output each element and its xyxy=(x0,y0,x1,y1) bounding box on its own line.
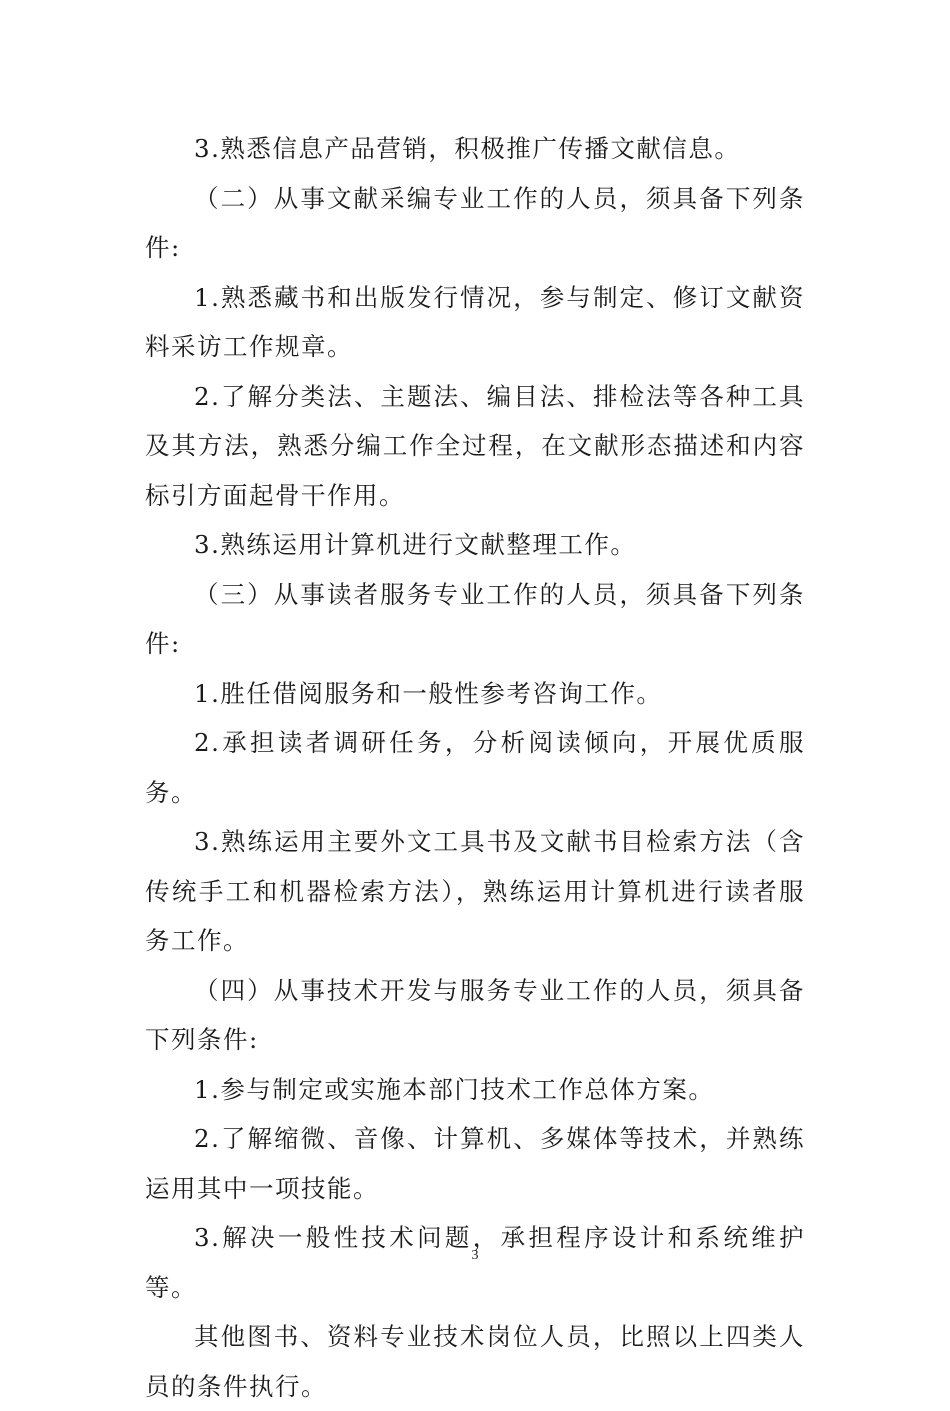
paragraph: 1.参与制定或实施本部门技术工作总体方案。 xyxy=(194,1074,715,1104)
paragraph: 2.了解分类法、主题法、编目法、排检法等各种工具及其方法，熟悉分编工作全过程，在文献形态描述和内容标引方面起骨干作用。 xyxy=(145,381,805,510)
paragraph: 3.熟练运用计算机进行文献整理工作。 xyxy=(194,530,637,559)
paragraph: 2.了解缩微、音像、计算机、多媒体等技术，并熟练运用其中一项技能。 xyxy=(145,1124,805,1203)
page-number: 3 xyxy=(471,1248,479,1263)
paragraph: 3.解决一般性技术问题，承担程序设计和系统维护等。 xyxy=(145,1223,805,1302)
paragraph: 3.熟练运用主要外文工具书及文献书目检索方法（含传统手工和机器检索方法），熟练运用计算机进行读者服务工作。 xyxy=(145,827,805,955)
closing-paragraph: 其他图书、资料专业技术岗位人员，比照以上四类人员的条件执行。 xyxy=(145,1322,805,1401)
paragraph: 1.胜任借阅服务和一般性参考咨询工作。 xyxy=(194,678,663,708)
paragraph: 3.熟悉信息产品营销，积极推广传播文献信息。 xyxy=(194,134,741,163)
document-body xyxy=(145,124,805,1411)
section-heading-2: （二）从事文献采编专业工作的人员，须具备下列条件: xyxy=(145,183,805,262)
section-heading-3: （三）从事读者服务专业工作的人员，须具备下列条件: xyxy=(145,579,805,658)
paragraph: 1.熟悉藏书和出版发行情况，参与制定、修订文献资料采访工作规章。 xyxy=(145,282,805,361)
section-heading-4: （四）从事技术开发与服务专业工作的人员，须具备下列条件: xyxy=(145,975,805,1054)
paragraph: 2.承担读者调研任务，分析阅读倾向，开展优质服务。 xyxy=(145,728,805,807)
